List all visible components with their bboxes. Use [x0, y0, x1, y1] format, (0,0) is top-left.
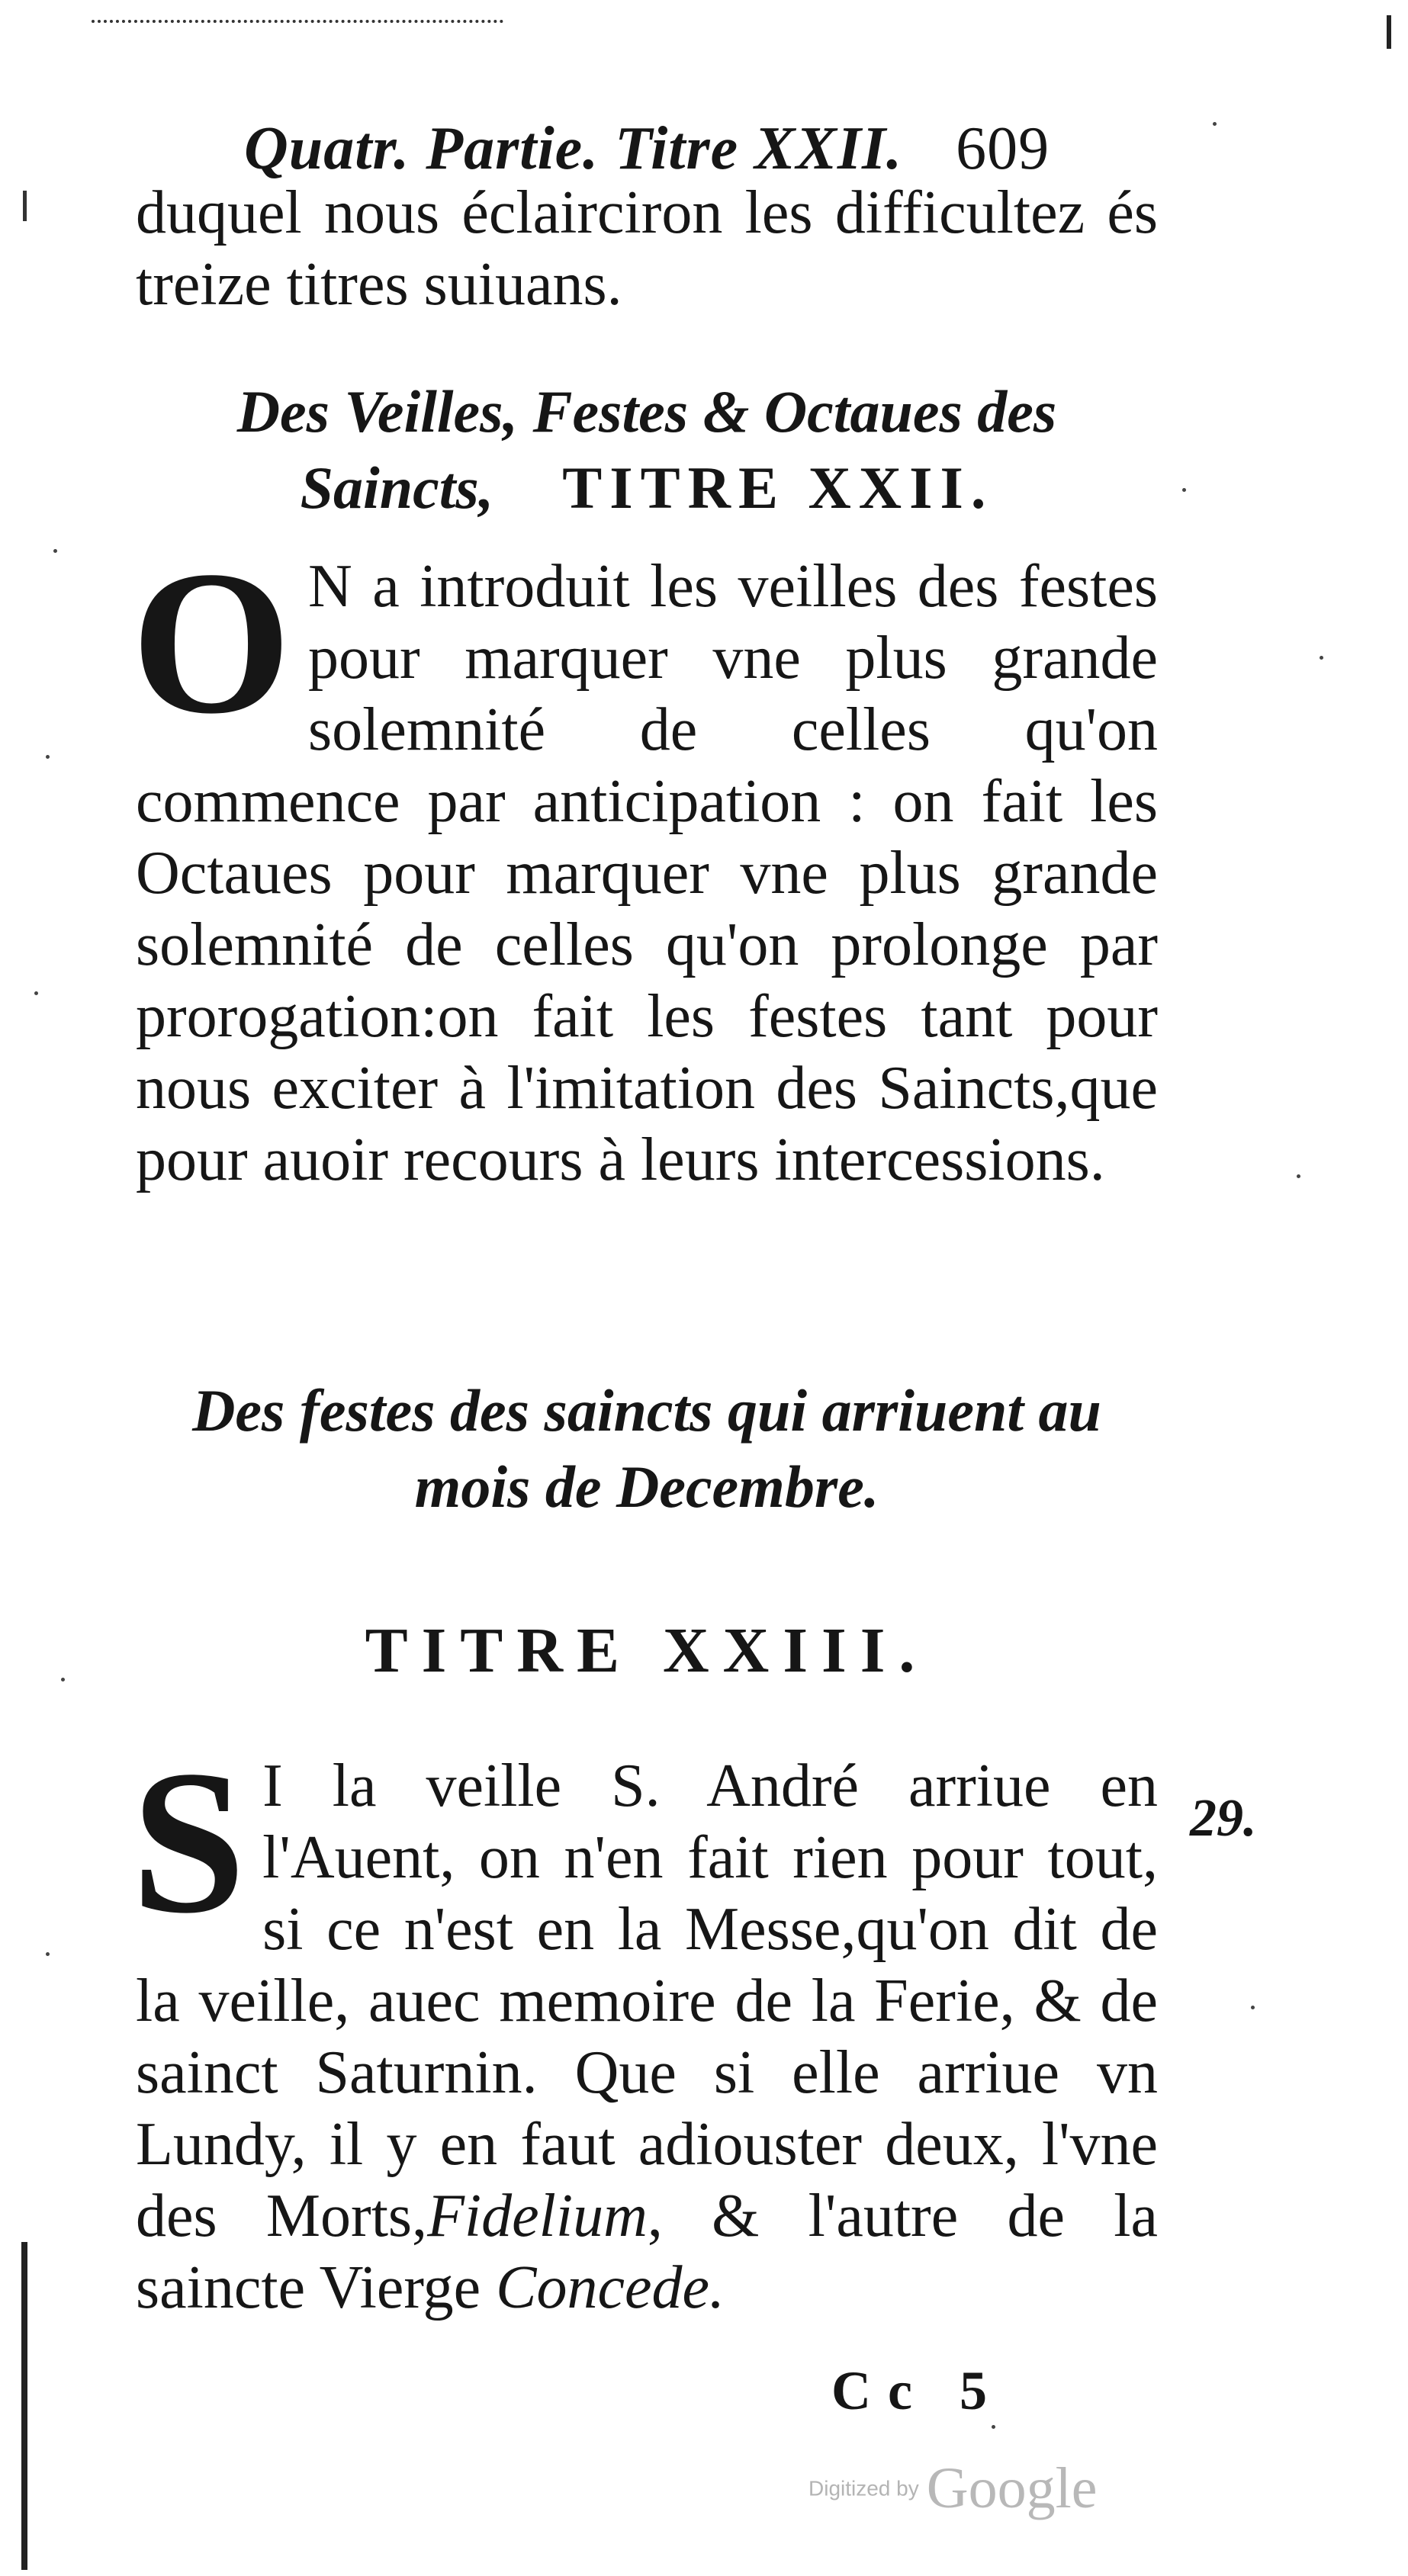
title-xxiii-heading-line1: Des festes des saincts qui arriuent au	[192, 1377, 1101, 1444]
ink-speck	[34, 991, 38, 995]
ink-speck	[53, 549, 57, 553]
ink-speck	[1182, 488, 1186, 492]
opening-lines: duquel nous éclairciron les difficultez és treize titres suiuans.	[136, 179, 1158, 318]
title-xxiii-number: TITRE XXIII.	[365, 1615, 929, 1686]
scan-edge-mark	[1387, 15, 1391, 49]
ink-speck	[46, 755, 50, 759]
catchword-signature: Cc 5	[831, 2360, 1004, 2421]
paragraph-saint-andre-middle: , & l'autre de la saincte Vierge	[136, 2183, 1158, 2321]
drop-cap-s: S	[131, 1728, 246, 1956]
title-xxii-heading	[136, 374, 1158, 526]
ink-speck	[46, 1952, 50, 1956]
ink-speck	[1251, 2006, 1255, 2009]
paragraph-saint-andre	[131, 1728, 1158, 2324]
drop-cap-o: O	[131, 528, 292, 756]
ink-speck	[1213, 122, 1217, 126]
google-logo: Google	[926, 2456, 1098, 2520]
paragraph-veilles-text: N a introduit les veilles des festes pour marquer vne plus grande solemnité de celles qu'on commence par anticipation : on fait les Octaues pour marquer vne plus grande solemnité de celles qu'on prolonge par prorogation:on fait les festes tant pour nous exciter à l'imitation des Saincts,que pour auoir recours à leurs intercessions.	[136, 553, 1158, 1193]
top-border-rule	[92, 20, 503, 26]
watermark-label: Digitized by	[808, 2476, 919, 2501]
margin-note: 29.	[1190, 1789, 1257, 1848]
ink-speck	[1320, 656, 1323, 660]
italic-fidelium: Fidelium	[427, 2183, 648, 2250]
page-number: 609	[956, 115, 1050, 182]
digitized-watermark	[808, 2456, 1097, 2522]
title-xxiii-heading-line2: mois de Decembre.	[414, 1453, 879, 1520]
paragraph-veilles	[131, 528, 1158, 1196]
title-xxii-number: TITRE XXII.	[562, 454, 994, 521]
title-xxii-heading-text: Des Veilles, Festes & Octaues des Saincts,	[236, 378, 1057, 521]
scan-edge-mark	[21, 2242, 27, 2570]
ink-speck	[1297, 1174, 1300, 1178]
running-head-text: Quatr. Partie. Titre XXII.	[244, 115, 903, 182]
ink-speck	[992, 2425, 995, 2429]
italic-concede: Concede.	[496, 2254, 725, 2321]
title-xxiii-heading	[136, 1373, 1158, 1525]
running-head	[244, 114, 1159, 183]
scan-edge-mark	[23, 191, 27, 221]
ink-speck	[61, 1678, 65, 1681]
paragraph-saint-andre-text: I la veille S. André arriue en l'Auent, on n'en fait rien pour tout, si ce n'est en la Messe,qu'on dit de la veille, auec memoire de la Ferie, & de sainct Saturnin. Que si elle arriue vn Lundy, il y en faut adiouster deux, l'vne des Morts,	[136, 1752, 1158, 2250]
